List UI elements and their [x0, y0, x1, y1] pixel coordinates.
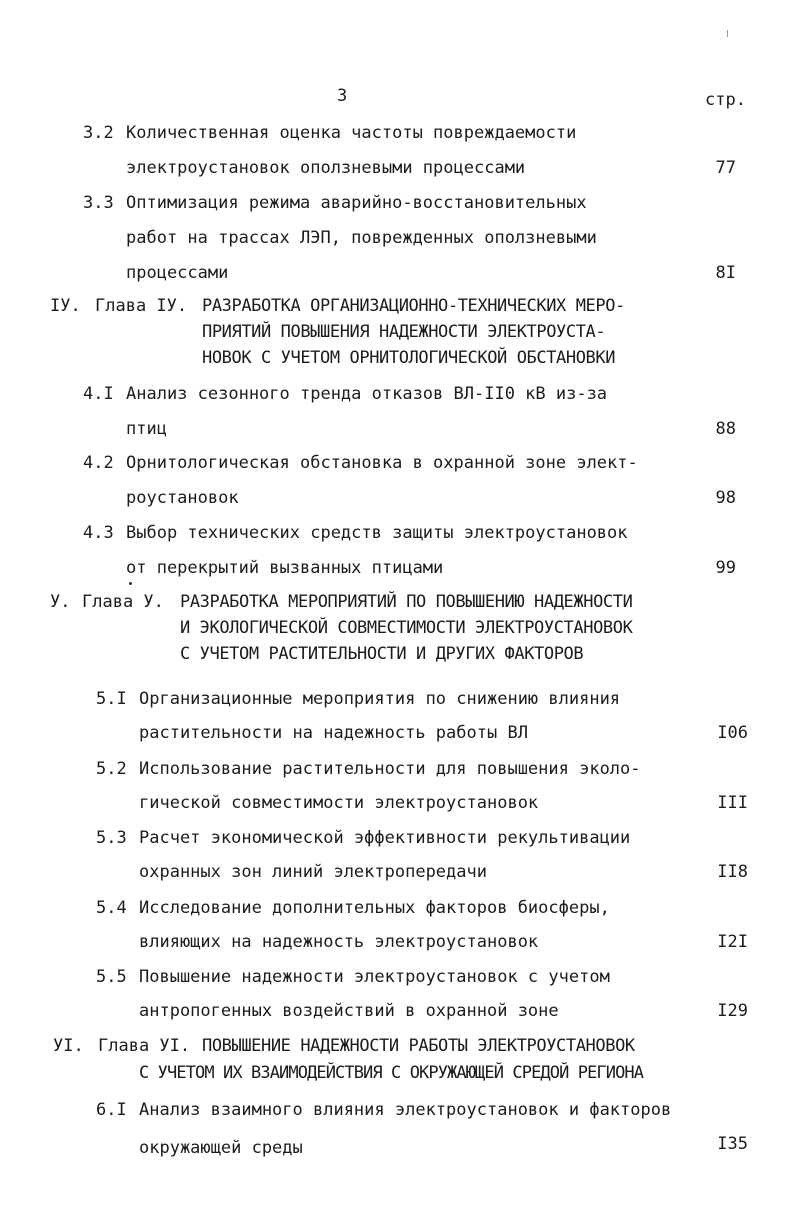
- page-number: 3: [337, 86, 348, 106]
- entry-title-line: Анализ взаимного влияния электроустановок и факторов: [139, 1100, 672, 1120]
- entry-number: 3.2: [83, 123, 114, 143]
- entry-title-line: гической совместимости электроустановок: [139, 793, 539, 813]
- entry-title-line: Орнитологическая обстановка в охранной зоне элект-: [126, 453, 638, 473]
- chapter-number: У.: [50, 592, 71, 612]
- entry-page: I06: [717, 723, 748, 743]
- entry-page: 99: [715, 558, 736, 578]
- entry-title-line: Повышение надежности электроустановок с учетом: [139, 967, 610, 987]
- entry-title-line: работ на трассах ЛЭП, поврежденных оползневыми: [126, 228, 597, 248]
- entry-title-line: Исследование дополнительных факторов биосферы,: [139, 898, 610, 918]
- chapter-title-line: НОВОК С УЧЕТОМ ОРНИТОЛОГИЧЕСКОЙ ОБСТАНОВКИ: [202, 348, 616, 368]
- chapter-prefix: Глава IУ.: [95, 296, 188, 316]
- entry-page: 77: [715, 158, 736, 178]
- chapter-prefix: Глава УI.: [98, 1036, 191, 1056]
- entry-number: 5.4: [96, 898, 127, 918]
- chapter-title-line: И ЭКОЛОГИЧЕСКОЙ СОВМЕСТИМОСТИ ЭЛЕКТРОУСТАНОВОК: [180, 618, 633, 638]
- entry-title-line: Количественная оценка частоты повреждаемости: [126, 123, 577, 143]
- chapter-title-line: С УЧЕТОМ ИХ ВЗАИМОДЕЙСТВИЯ С ОКРУЖАЮЩЕЙ СРЕДОЙ РЕГИОНА: [139, 1063, 644, 1083]
- entry-page: I35: [717, 1134, 748, 1154]
- entry-title-line: птиц: [126, 419, 167, 439]
- entry-title-line: Использование растительности для повышения эколо-: [139, 759, 641, 779]
- entry-page: 98: [715, 488, 736, 508]
- chapter-title-line: С УЧЕТОМ РАСТИТЕЛЬНОСТИ И ДРУГИХ ФАКТОРОВ: [180, 644, 584, 664]
- entry-number: 5.2: [96, 759, 127, 779]
- entry-page: II8: [717, 862, 748, 882]
- entry-title-line: роустановок: [126, 488, 239, 508]
- entry-number: 4.2: [83, 453, 114, 473]
- chapter-number: IУ.: [50, 296, 81, 316]
- chapter-title-line: ПРИЯТИЙ ПОВЫШЕНИЯ НАДЕЖНОСТИ ЭЛЕКТРОУСТА-: [202, 322, 606, 342]
- entry-number: 5.5: [96, 967, 127, 987]
- entry-page: I2I: [717, 932, 748, 952]
- entry-page: 88: [715, 419, 736, 439]
- entry-title-line: окружающей среды: [139, 1138, 303, 1158]
- entry-page: 8I: [715, 263, 736, 283]
- entry-title-line: охранных зон линий электропередачи: [139, 862, 487, 882]
- entry-title-line: влияющих на надежность электроустановок: [139, 932, 539, 952]
- entry-title-line: антропогенных воздействий в охранной зоне: [139, 1001, 559, 1021]
- entry-title-line: Организационные мероприятия по снижению влияния: [139, 689, 621, 709]
- entry-number: 6.I: [96, 1100, 127, 1120]
- chapter-title-line: РАЗРАБОТКА ОРГАНИЗАЦИОННО-ТЕХНИЧЕСКИХ МЕРО-: [202, 296, 625, 316]
- entry-title-line: процессами: [126, 263, 229, 283]
- speck-mark: [129, 582, 132, 585]
- margin-mark: [727, 30, 728, 37]
- entry-page: I29: [717, 1001, 748, 1021]
- entry-number: 3.3: [83, 193, 114, 213]
- entry-title-line: Расчет экономической эффективности рекультивации: [139, 828, 631, 848]
- page-column-label: стр.: [705, 90, 746, 110]
- entry-page: III: [717, 793, 748, 813]
- entry-title-line: растительности на надежность работы ВЛ: [139, 723, 528, 743]
- chapter-title-line: РАЗРАБОТКА МЕРОПРИЯТИЙ ПО ПОВЫШЕНИЮ НАДЕЖНОСТИ: [180, 592, 633, 612]
- entry-number: 5.I: [96, 689, 127, 709]
- entry-title-line: Оптимизация режима аварийно-восстановительных: [126, 193, 587, 213]
- entry-title-line: Анализ сезонного тренда отказов ВЛ-II0 кВ из-за: [126, 384, 608, 404]
- entry-title-line: электроустановок оползневыми процессами: [126, 158, 526, 178]
- entry-title-line: от перекрытий вызванных птицами: [126, 558, 444, 578]
- entry-number: 4.I: [83, 384, 114, 404]
- entry-number: 4.3: [83, 523, 114, 543]
- entry-title-line: Выбор технических средств защиты электроустановок: [126, 523, 628, 543]
- entry-number: 5.3: [96, 828, 127, 848]
- chapter-title-line: ПОВЫШЕНИЕ НАДЕЖНОСТИ РАБОТЫ ЭЛЕКТРОУСТАНОВОК: [202, 1036, 635, 1056]
- chapter-prefix: Глава У.: [82, 592, 164, 612]
- chapter-number: УI.: [53, 1036, 84, 1056]
